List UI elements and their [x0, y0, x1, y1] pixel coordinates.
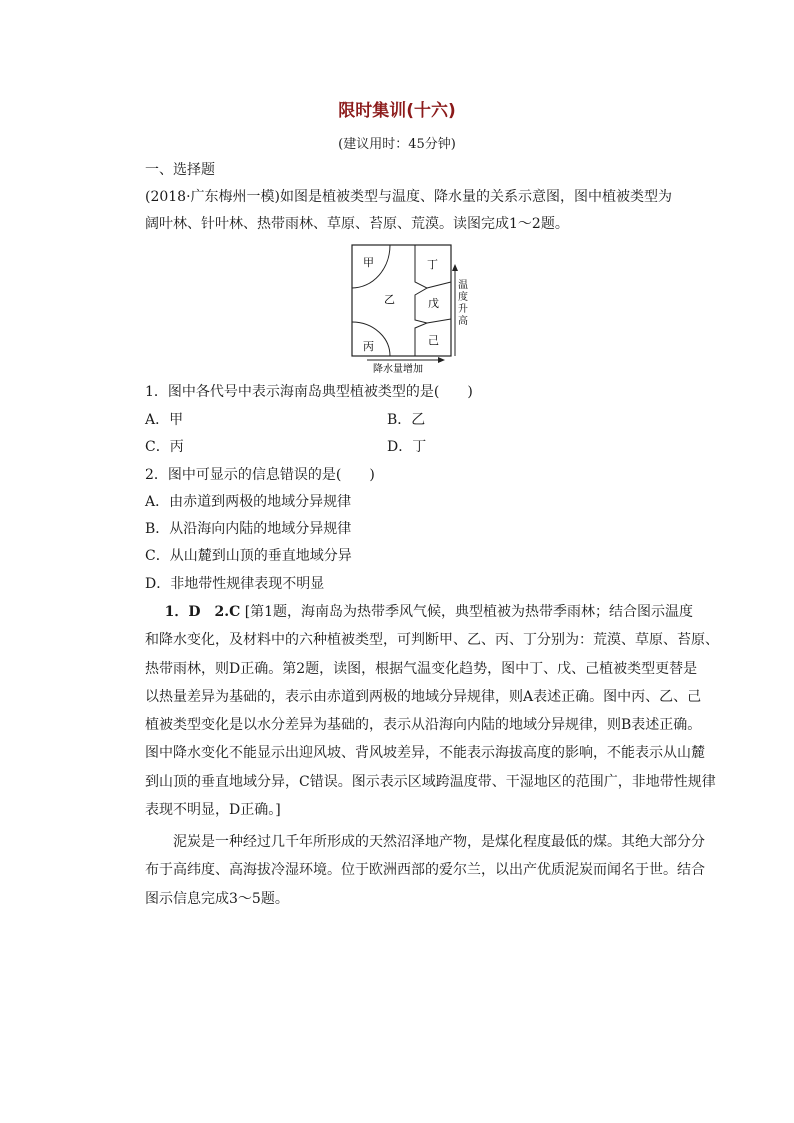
page-title: 限时集训(十六): [338, 101, 456, 121]
x-axis-label: 降水量增加: [373, 364, 423, 375]
divider-lower: [427, 319, 451, 323]
zigzag-boundary: [415, 245, 427, 356]
answer-block: [145, 598, 719, 824]
question-2-option-c: C．从山麓到山顶的垂直地域分异: [145, 548, 352, 564]
divider-upper: [427, 282, 451, 288]
question-1-option-c: C．丙: [145, 439, 184, 455]
question-1-option-b: B．乙: [387, 412, 426, 428]
answer-line-6: 图中降水变化不能显示出迎风坡、背风坡差异，不能表示海拔高度的影响，不能表示从山麓: [145, 745, 705, 762]
intro-line-2: 阔叶林、针叶林、热带雨林、草原、苔原、荒漠。读图完成1～2题。: [145, 216, 569, 232]
answer-key: 1．D 2.C: [164, 604, 241, 620]
y-axis-char-1: 温: [458, 280, 468, 291]
vegetation-diagram: [345, 240, 475, 376]
question-1-option-a: A．甲: [145, 412, 184, 428]
label-ding: 丁: [427, 258, 438, 271]
y-axis-char-3: 升: [458, 304, 468, 315]
passage-block: [145, 828, 705, 913]
question-1-stem: 1．图中各代号中表示海南岛典型植被类型的是( ): [145, 384, 473, 400]
precipitation-arrowhead: [438, 357, 445, 363]
answer-line-2: 和降水变化，及材料中的六种植被类型，可判断甲、乙、丙、丁分别为：荒漠、草原、苔原、: [145, 632, 719, 649]
question-2-option-b: B．从沿海向内陆的地域分异规律: [145, 521, 352, 537]
label-yi: 乙: [384, 293, 395, 306]
passage-line-2: 布于高纬度、高海拔冷湿环境。位于欧洲西部的爱尔兰，以出产优质泥炭而闻名于世。结合: [145, 862, 705, 879]
answer-text-1: [第1题，海南岛为热带季风气候，典型植被为热带季雨林；结合图示温度: [244, 604, 694, 620]
y-axis-char-4: 高: [458, 316, 468, 327]
label-jia: 甲: [363, 256, 374, 269]
passage-line-1: 泥炭是一种经过几千年所形成的天然沼泽地产物，是煤化程度最低的煤。其绝大部分分: [173, 834, 705, 850]
answer-line-8: 表现不明显，D正确。]: [145, 802, 281, 819]
y-axis-char-2: 度: [458, 292, 468, 303]
question-2-option-a: A．由赤道到两极的地域分异规律: [145, 494, 352, 510]
label-wu: 戊: [428, 297, 439, 310]
passage-line-3: 图示信息完成3～5题。: [145, 890, 289, 907]
temperature-arrowhead: [452, 264, 458, 271]
answer-line-1: [145, 598, 694, 626]
page-subtitle: (建议用时：45分钟): [338, 137, 456, 152]
intro-line-1: (2018·广东梅州一模)如图是植被类型与温度、降水量的关系示意图，图中植被类型为: [145, 189, 673, 205]
label-ji: 己: [428, 334, 439, 347]
answer-line-4: 以热量差异为基础的，表示由赤道到两极的地域分异规律，则A表述正确。图中丙、乙、己: [145, 688, 702, 705]
section-heading: 一、选择题: [145, 162, 215, 178]
question-2-stem: 2．图中可显示的信息错误的是( ): [145, 467, 375, 483]
answer-line-5: 植被类型变化是以水分差异为基础的，表示从沿海向内陆的地域分异规律，则B表述正确。: [145, 717, 702, 734]
label-bing: 丙: [363, 340, 374, 353]
answer-line-7: 到山顶的垂直地域分异，C错误。图示表示区域跨温度带、干湿地区的范围广，非地带性规律: [145, 773, 716, 790]
question-2-option-d: D．非地带性规律表现不明显: [145, 576, 325, 592]
question-1-option-d: D．丁: [387, 439, 427, 455]
answer-line-3: 热带雨林，则D正确。第2题，读图，根据气温变化趋势，图中丁、戊、己植被类型更替是: [145, 660, 698, 677]
